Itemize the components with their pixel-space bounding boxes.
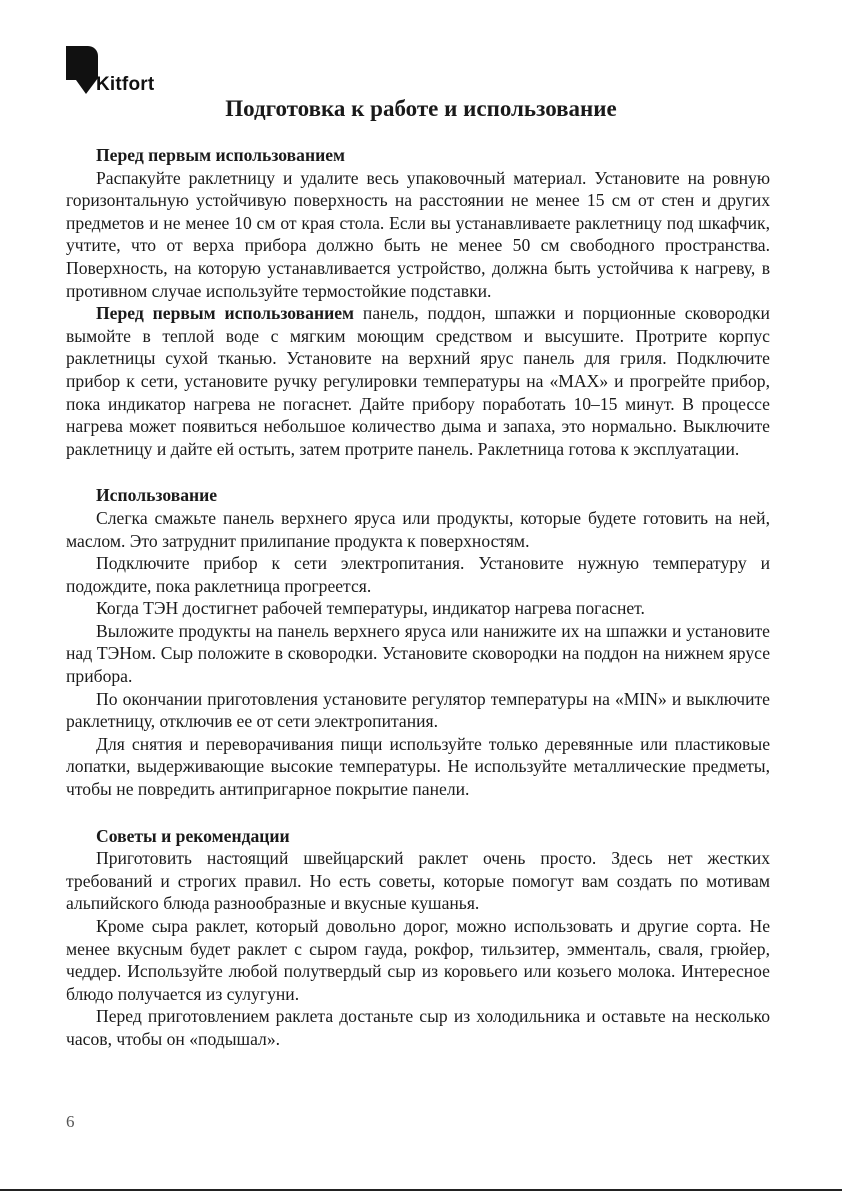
section-heading-tips: Советы и рекомендации: [96, 825, 290, 846]
paragraph: [66, 302, 770, 460]
paragraph: Подключите прибор к сети электропитания. Установите нужную температуру и подождите, пока раклетница прогреется.: [66, 553, 770, 596]
paragraph-text: панель, поддон, шпажки и порционные сковородки вымойте в теплой воде с мягким моющим средством и высушите. Протрите корпус раклетницы сухой тканью. Установите на верхний ярус панель для гриля. Подключите прибор к сети, установите ручку регулировки температуры на «MAX» и прогрейте прибор, пока индикатор нагрева не погаснет. Дайте прибору поработать 10–15 минут. В процессе нагрева может появиться небольшое количество дыма и запаха, это нормально. Выключите раклетницу и дайте ей остыть, затем протрите панель. Раклетница готова к эксплуатации.: [66, 303, 770, 459]
paragraph: Перед приготовлением раклета достаньте сыр из холодильника и оставьте на несколько часов, чтобы он «подышал».: [66, 1006, 770, 1049]
page-title: Подготовка к работе и использование: [225, 96, 617, 121]
document-body: [66, 144, 770, 1051]
page-number: 6: [66, 1112, 75, 1131]
brand-name: Kitfort: [96, 74, 155, 95]
bottom-divider: [0, 1189, 842, 1191]
section-heading-first-use: Перед первым использованием: [96, 145, 346, 165]
kitfort-logo-icon: [66, 46, 98, 94]
section-heading-usage: Использование: [96, 485, 218, 506]
paragraph: Распакуйте раклетницу и удалите весь упаковочный материал. Установите на ровную горизонтальную устойчивую поверхность на расстоянии не менее 15 см от стен и других предметов и не менее 10 см от края стола. Если вы устанавливаете раклетницу под шкафчик, учтите, что от верха прибора должно быть не менее 50 см свободного пространства. Поверхность, на которую устанавливается устройство, должна быть устойчива к нагреву, в противном случае используйте термостойкие подставки.: [66, 167, 770, 301]
paragraph: Для снятия и переворачивания пищи используйте только деревянные или пластиковые лопатки, выдерживающие высокие температуры. Не используйте металлические предметы, чтобы не повредить антипригарное покрытие панели.: [66, 733, 770, 800]
paragraph: По окончании приготовления установите регулятор температуры на «MIN» и выключите раклетницу, отключив ее от сети электропитания.: [66, 688, 770, 732]
brand-logo: [66, 46, 176, 102]
paragraph: Слегка смажьте панель верхнего яруса или продукты, которые будете готовить на ней, маслом. Это затруднит прилипание продукта к поверхностям.: [66, 507, 770, 551]
paragraph: Выложите продукты на панель верхнего яруса или нанижите их на шпажки и установите над ТЭНом. Сыр положите в сковородки. Установите сковородки на поддон на нижнем ярусе прибора.: [66, 620, 770, 687]
paragraph: Приготовить настоящий швейцарский раклет очень просто. Здесь нет жестких требований и строгих правил. Но есть советы, которые помогут вам создать по мотивам альпийского блюда разнообразные и вкусные кушанья.: [66, 848, 770, 914]
paragraph: Когда ТЭН достигнет рабочей температуры, индикатор нагрева погаснет.: [96, 598, 645, 619]
paragraph-lead: Перед первым использованием: [96, 303, 355, 324]
paragraph: Кроме сыра раклет, который довольно дорог, можно использовать и другие сорта. Не менее вкусным будет раклет с сыром гауда, рокфор, тильзитер, эмменталь, сваля, грюйер, чеддер. Используйте любой полутвердый сыр из коровьего или козьего молока. Интересное блюдо получается из сулугуни.: [66, 916, 770, 1004]
